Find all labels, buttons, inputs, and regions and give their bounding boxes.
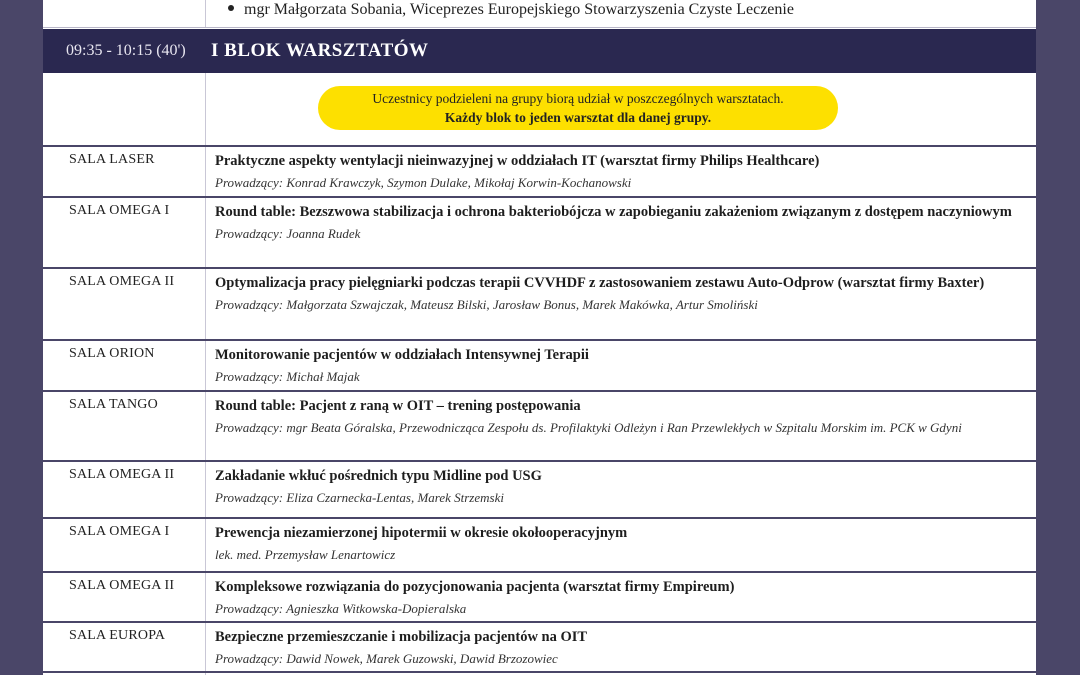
- workshop-lead: Prowadzący: mgr Beata Góralska, Przewodnicząca Zespołu ds. Profilaktyki Odleżyn i Ran Przewlekłych w Szpitalu Morskim im. PCK w Gdyni: [215, 420, 962, 435]
- table-row: [43, 196, 1036, 267]
- workshop-topic: Praktyczne aspekty wentylacji nieinwazyjnej w oddziałach IT (warsztat firmy Philips Healthcare): [215, 153, 820, 169]
- table-row: [43, 145, 1036, 196]
- room-name: SALA LASER: [69, 152, 155, 167]
- table-row: [43, 339, 1036, 390]
- workshop-topic: Round table: Pacjent z raną w OIT – trening postępowania: [215, 398, 581, 414]
- workshop-cell: [205, 147, 1036, 196]
- info-line-2: Każdy blok to jeden warsztat dla danej grupy.: [444, 110, 712, 125]
- info-line-1: Uczestnicy podzieleni na grupy biorą udział w poszczególnych warsztatach.: [372, 91, 784, 106]
- table-row: [43, 621, 1036, 671]
- workshop-cell: [205, 198, 1036, 267]
- workshop-topic: Bezpieczne przemieszczanie i mobilizacja pacjentów na OIT: [215, 629, 588, 645]
- workshop-topic: Round table: Bezszwowa stabilizacja i ochrona bakteriobójcza w zapobieganiu zakażeniom związanym z dostępem naczyniowym: [215, 204, 1012, 220]
- workshop-lead: Prowadzący: Konrad Krawczyk, Szymon Dulake, Mikołaj Korwin-Kochanowski: [215, 175, 632, 190]
- workshop-cell: [205, 623, 1036, 671]
- column-divider: [205, 73, 206, 145]
- workshop-lead: Prowadzący: Małgorzata Szwajczak, Mateusz Bilski, Jarosław Bonus, Marek Makówka, Artur Smoliński: [215, 297, 758, 312]
- workshop-cell: [205, 519, 1036, 571]
- info-row: [43, 73, 1036, 145]
- workshop-lead: Prowadzący: Agnieszka Witkowska-Dopieralska: [215, 601, 467, 616]
- room-name: SALA OMEGA II: [69, 274, 175, 289]
- table-row: [43, 460, 1036, 517]
- table-bottom: [43, 671, 1036, 675]
- room-name: SALA EUROPA: [69, 628, 166, 643]
- workshop-cell: [205, 341, 1036, 390]
- workshop-cell: [205, 269, 1036, 339]
- workshop-lead: Prowadzący: Dawid Nowek, Marek Guzowski, Dawid Brzozowiec: [215, 651, 558, 666]
- table-row: [43, 571, 1036, 621]
- workshop-lead: Prowadzący: Eliza Czarnecka-Lentas, Marek Strzemski: [215, 490, 504, 505]
- workshop-topic: Zakładanie wkłuć pośrednich typu Midline pod USG: [215, 468, 542, 484]
- program-sheet: [43, 0, 1036, 675]
- block-time: 09:35 - 10:15 (40'): [66, 42, 186, 59]
- workshop-topic: Optymalizacja pracy pielęgniarki podczas terapii CVVHDF z zastosowaniem zestawu Auto-Odprow (warsztat firmy Baxter): [215, 275, 985, 291]
- speaker-bullet: mgr Małgorzata Sobania, Wiceprezes Europejskiego Stowarzyszenia Czyste Leczenie: [228, 0, 794, 20]
- room-name: SALA OMEGA I: [69, 203, 170, 218]
- info-pill: [318, 86, 838, 130]
- workshop-topic: Prewencja niezamierzonej hipotermii w okresie okołooperacyjnym: [215, 525, 628, 541]
- room-name: SALA OMEGA II: [69, 578, 175, 593]
- block-title: I BLOK WARSZTATÓW: [211, 40, 429, 61]
- room-name: SALA TANGO: [69, 397, 158, 412]
- room-name: SALA OMEGA I: [69, 524, 170, 539]
- table-row: [43, 267, 1036, 339]
- workshop-cell: [205, 462, 1036, 517]
- workshop-table: [43, 145, 1036, 675]
- workshop-topic: Kompleksowe rozwiązania do pozycjonowania pacjenta (warsztat firmy Empireum): [215, 579, 735, 595]
- table-row: [43, 390, 1036, 460]
- block-header: [43, 29, 1036, 73]
- workshop-lead: lek. med. Przemysław Lenartowicz: [215, 547, 396, 562]
- workshop-cell: [205, 392, 1036, 460]
- room-name: SALA OMEGA II: [69, 467, 175, 482]
- workshop-topic: Monitorowanie pacjentów w oddziałach Intensywnej Terapii: [215, 347, 589, 363]
- workshop-cell: [205, 573, 1036, 621]
- table-row: [43, 517, 1036, 571]
- workshop-lead: Prowadzący: Joanna Rudek: [215, 226, 361, 241]
- room-name: SALA ORION: [69, 346, 155, 361]
- workshop-lead: Prowadzący: Michał Majak: [215, 369, 360, 384]
- column-divider: [205, 0, 206, 27]
- previous-section-row: [43, 0, 1036, 28]
